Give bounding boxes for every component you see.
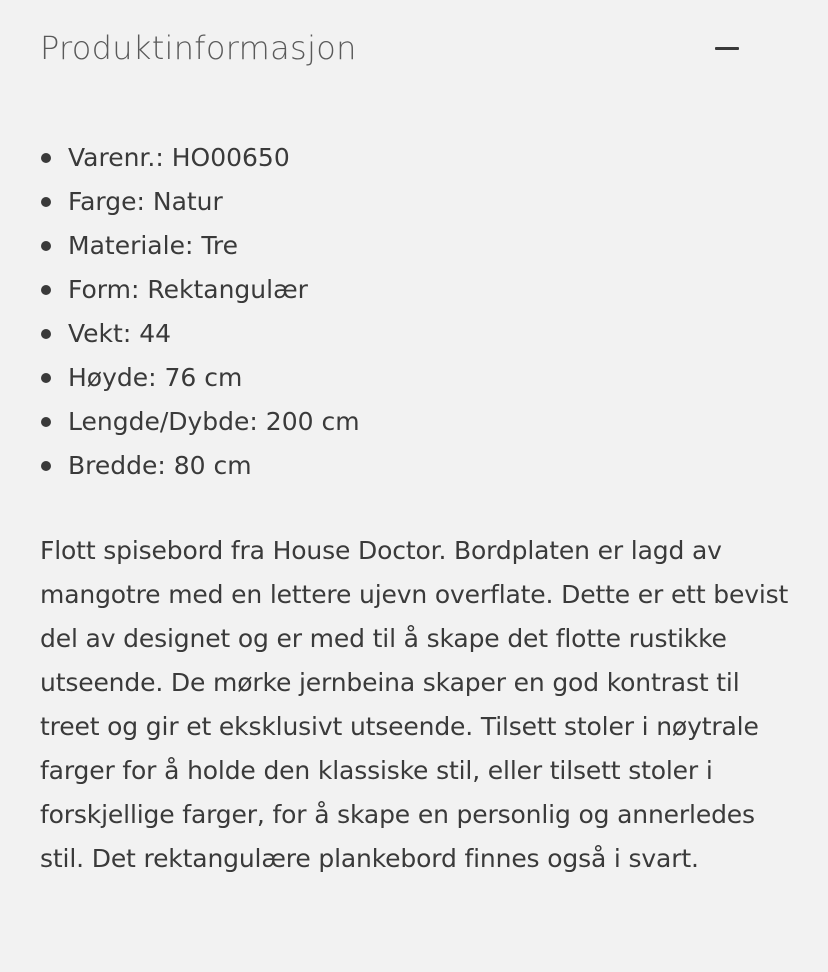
spec-text: Materiale: Tre [68,231,239,260]
product-description: Flott spisebord fra House Doctor. Bordplaten er lagd av mangotre med en lettere ujevn overflate. Dette er ett bevist del av designet og er med til å skape det flotte rustikke utseende. De mørke jernbeina skaper en god kontrast til treet og gir et eksklusivt utseende. Tilsett stoler i nøytrale farger for å holde den klassiske stil, eller tilsett stoler i forskjellige farger, for å skape en personlig og annerledes stil. Det rektangulære plankebord finnes også i svart. [40,536,789,873]
spec-text: Høyde: 76 cm [68,363,243,392]
accordion-title: Produktinformasjon [40,29,357,67]
spec-item [40,312,788,356]
spec-text: Varenr.: HO00650 [68,143,290,172]
bullet-icon [41,373,51,383]
spec-text: Vekt: 44 [68,319,172,348]
spec-item [40,400,788,444]
spec-text: Lengde/Dybde: 200 cm [68,407,360,436]
spec-item [40,268,788,312]
bullet-icon [41,197,51,207]
bullet-icon [41,285,51,295]
bullet-icon [41,329,51,339]
specs-list [40,136,788,488]
spec-item [40,444,788,488]
collapse-button[interactable] [714,37,740,59]
bullet-icon [41,417,51,427]
bullet-icon [41,461,51,471]
spec-item [40,180,788,224]
accordion-header[interactable] [40,0,788,98]
spec-text: Form: Rektangulær [68,275,308,304]
bullet-icon [41,241,51,251]
spec-item [40,224,788,268]
spec-item [40,136,788,180]
spec-text: Farge: Natur [68,187,223,216]
spec-text: Bredde: 80 cm [68,451,252,480]
spec-item [40,356,788,400]
minus-icon [715,47,739,50]
bullet-icon [41,153,51,163]
